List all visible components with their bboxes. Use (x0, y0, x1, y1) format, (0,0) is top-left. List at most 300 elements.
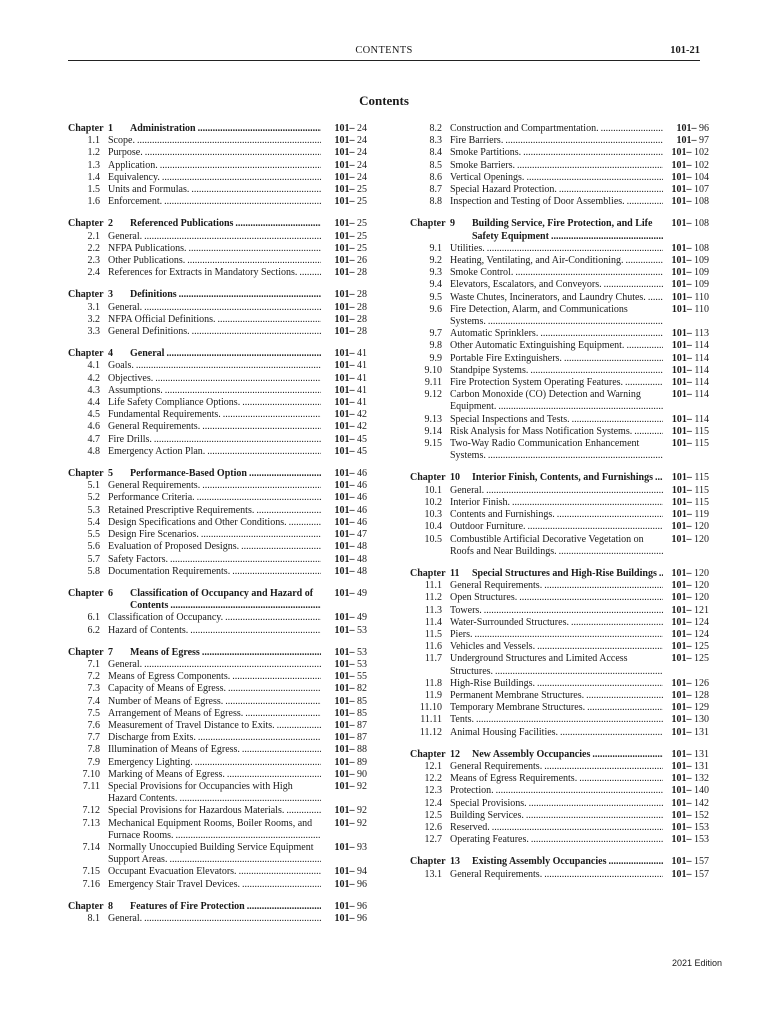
chapter-digit: 13 (450, 856, 460, 868)
page-prefix: 101– (334, 218, 355, 230)
page-number: 120 (691, 533, 709, 545)
header-rule (68, 60, 700, 61)
page-reference (321, 818, 367, 830)
section-number: 7.8 (87, 744, 100, 756)
toc-chapter-group (410, 568, 709, 739)
page-number: 46 (354, 480, 367, 492)
section-title (450, 377, 663, 389)
section-number: 5.1 (87, 480, 100, 492)
page-reference (321, 866, 367, 878)
toc-section-entry[interactable] (410, 521, 709, 533)
page-reference (321, 696, 367, 708)
section-title (108, 769, 321, 781)
chapter-title-text: Performance-Based Option ..... (130, 468, 247, 479)
chapter-number (410, 218, 472, 230)
page-reference (321, 757, 367, 769)
toc-section-entry[interactable] (68, 505, 367, 517)
page-prefix: 101– (671, 785, 692, 797)
toc-section-entry[interactable] (410, 438, 709, 462)
toc-section-entry[interactable] (410, 810, 709, 822)
toc-chapter-entry[interactable] (68, 289, 367, 301)
section-number: 12.4 (424, 797, 442, 809)
section-title-text: Special Provisions for Hazardous Materials. ..... (108, 805, 284, 816)
toc-section-entry[interactable] (68, 409, 367, 421)
toc-section-entry[interactable] (410, 292, 709, 304)
page-reference (321, 326, 367, 338)
toc-section-entry[interactable] (410, 761, 709, 773)
toc-section-entry[interactable] (410, 497, 709, 509)
toc-section-entry[interactable] (68, 397, 367, 409)
page-number: 24 (354, 171, 367, 183)
toc-chapter-entry[interactable] (68, 468, 367, 480)
section-title (450, 135, 663, 147)
page-prefix: 101– (671, 147, 692, 159)
page-reference (321, 659, 367, 671)
page-reference (663, 822, 709, 834)
page-number: 89 (354, 756, 367, 768)
page-number: 90 (354, 768, 367, 780)
page-prefix: 101– (671, 628, 692, 640)
page-prefix: 101– (334, 433, 355, 445)
chapter-word: Chapter (68, 468, 104, 480)
section-number: 6.1 (87, 612, 100, 624)
toc-chapter-entry[interactable] (68, 123, 367, 135)
toc-chapter-group (410, 472, 709, 557)
toc-section-entry[interactable] (68, 612, 367, 624)
chapter-number (68, 647, 130, 659)
page-reference (321, 541, 367, 553)
section-number: 4.5 (87, 409, 100, 421)
section-title-text: Vertical Openings. ..... (450, 172, 524, 183)
toc-section-entry[interactable] (68, 135, 367, 147)
toc-section-entry[interactable] (410, 485, 709, 497)
page-reference (321, 434, 367, 446)
toc-section-entry[interactable] (68, 781, 367, 805)
section-title-text: General Definitions. ..... (108, 326, 190, 337)
toc-section-entry[interactable] (68, 480, 367, 492)
toc-chapter-group (410, 123, 709, 208)
section-title-text: Capacity of Means of Egress. ..... (108, 683, 226, 694)
section-number: 12.6 (424, 821, 442, 833)
section-title-text: General Requirements. ..... (450, 869, 542, 880)
toc-section-entry[interactable] (68, 732, 367, 744)
toc-section-entry[interactable] (410, 869, 709, 881)
toc-section-entry[interactable] (68, 625, 367, 637)
page-reference (663, 521, 709, 533)
page-prefix: 101– (334, 384, 355, 396)
toc-section-entry[interactable] (410, 160, 709, 172)
page-number: 119 (691, 509, 709, 521)
page-reference (663, 727, 709, 739)
section-number: 10.5 (424, 533, 442, 545)
page-reference (321, 123, 367, 135)
section-title-text: Means of Egress Components. ..... (108, 671, 230, 682)
page-reference (321, 554, 367, 566)
toc-chapter-entry[interactable] (68, 901, 367, 913)
section-title (450, 534, 663, 558)
page-reference (321, 492, 367, 504)
page-reference (321, 625, 367, 637)
page-number: 93 (354, 841, 367, 853)
section-number: 11.4 (424, 616, 442, 628)
section-title-text: Fire Protection System Operating Features. ..... (450, 377, 623, 388)
toc-section-entry[interactable] (68, 172, 367, 184)
section-title-text: Goals. ..... (108, 360, 134, 371)
toc-section-entry[interactable] (410, 340, 709, 352)
page-number: 152 (691, 809, 709, 821)
toc-section-entry[interactable] (68, 696, 367, 708)
toc-section-entry[interactable] (68, 566, 367, 578)
page-number: 26 (354, 255, 367, 267)
section-title (108, 360, 321, 372)
section-title (450, 678, 663, 690)
page-number: 87 (354, 732, 367, 744)
toc-section-entry[interactable] (68, 842, 367, 866)
toc-section-entry[interactable] (410, 798, 709, 810)
toc-section-entry[interactable] (68, 302, 367, 314)
section-title (450, 690, 663, 702)
toc-section-entry[interactable] (410, 255, 709, 267)
toc-chapter-entry[interactable] (68, 588, 367, 612)
section-title (450, 243, 663, 255)
page-reference (663, 497, 709, 509)
toc-chapter-group (410, 749, 709, 847)
toc-section-entry[interactable] (68, 744, 367, 756)
section-title (108, 184, 321, 196)
section-title (450, 653, 663, 677)
page-prefix: 101– (671, 377, 692, 389)
page-reference (663, 218, 709, 230)
toc-section-entry[interactable] (68, 255, 367, 267)
toc-section-entry[interactable] (410, 834, 709, 846)
chapter-number (410, 568, 472, 580)
toc-section-entry[interactable] (68, 671, 367, 683)
toc-chapter-entry[interactable] (410, 749, 709, 761)
toc-section-entry[interactable] (410, 328, 709, 340)
toc-section-entry[interactable] (68, 492, 367, 504)
toc-section-entry[interactable] (410, 690, 709, 702)
page-reference (321, 913, 367, 925)
page-number: 82 (354, 683, 367, 695)
toc-chapter-entry[interactable] (68, 218, 367, 230)
toc-section-entry[interactable] (68, 434, 367, 446)
page-reference (321, 360, 367, 372)
toc-section-entry[interactable] (68, 769, 367, 781)
chapter-number (68, 588, 130, 600)
toc-section-entry[interactable] (68, 708, 367, 720)
page-prefix: 101– (334, 683, 355, 695)
toc-section-entry[interactable] (68, 866, 367, 878)
toc-section-entry[interactable] (410, 605, 709, 617)
page-reference (321, 385, 367, 397)
toc-chapter-entry[interactable] (68, 348, 367, 360)
page-number: 41 (354, 348, 367, 360)
toc-section-entry[interactable] (410, 147, 709, 159)
page-prefix: 101– (671, 773, 692, 785)
toc-section-entry[interactable] (410, 592, 709, 604)
toc-section-entry[interactable] (68, 243, 367, 255)
section-title-text: Number of Means of Egress. ..... (108, 696, 223, 707)
toc-section-entry[interactable] (68, 541, 367, 553)
section-title (108, 625, 321, 637)
section-title (450, 580, 663, 592)
page-number: 120 (691, 580, 709, 592)
chapter-digit: 3 (108, 289, 113, 301)
section-title (108, 696, 321, 708)
section-title (450, 798, 663, 810)
page-number: 113 (691, 328, 709, 340)
toc-chapter-group (410, 218, 709, 462)
toc-section-entry[interactable] (410, 196, 709, 208)
toc-chapter-entry[interactable] (410, 568, 709, 580)
toc-section-entry[interactable] (68, 659, 367, 671)
toc-section-entry[interactable] (410, 714, 709, 726)
toc-section-entry[interactable] (68, 683, 367, 695)
page-prefix: 101– (334, 242, 355, 254)
toc-section-entry[interactable] (68, 385, 367, 397)
page-number: 42 (354, 409, 367, 421)
page-prefix: 101– (671, 438, 692, 450)
section-title (108, 421, 321, 433)
page-number: 115 (691, 496, 709, 508)
section-number: 4.2 (87, 372, 100, 384)
chapter-word: Chapter (68, 218, 104, 230)
page-number: 157 (691, 868, 709, 880)
toc-chapter-entry[interactable] (410, 218, 709, 242)
toc-section-entry[interactable] (410, 822, 709, 834)
toc-section-entry[interactable] (68, 517, 367, 529)
toc-section-entry[interactable] (410, 641, 709, 653)
page-reference (321, 732, 367, 744)
section-number: 5.8 (87, 565, 100, 577)
chapter-number (68, 123, 130, 135)
section-title-text: Elevators, Escalators, and Conveyors. ..... (450, 279, 602, 290)
page-number: 109 (691, 279, 709, 291)
section-title-text: Special Provisions. ..... (450, 798, 527, 809)
page-reference (663, 641, 709, 653)
section-number: 4.8 (87, 445, 100, 457)
section-title (450, 702, 663, 714)
page-reference (663, 328, 709, 340)
page-reference (663, 869, 709, 881)
section-title (450, 414, 663, 426)
section-title-text: Hazard of Contents. ..... (108, 625, 188, 636)
section-title-text: Equivalency. ..... (108, 172, 160, 183)
page-reference (321, 683, 367, 695)
section-title (108, 434, 321, 446)
toc-section-entry[interactable] (68, 529, 367, 541)
page-number: 41 (354, 360, 367, 372)
toc-section-entry[interactable] (410, 509, 709, 521)
toc-section-entry[interactable] (410, 678, 709, 690)
toc-section-entry[interactable] (410, 653, 709, 677)
page-number: 126 (691, 677, 709, 689)
page-reference (663, 255, 709, 267)
page-prefix: 101– (671, 255, 692, 267)
page-prefix: 101– (334, 255, 355, 267)
section-title-text: References for Extracts in Mandatory Sections. ..... (108, 267, 297, 278)
toc-section-entry[interactable] (410, 727, 709, 739)
chapter-title-text: New Assembly Occupancies ..... (472, 749, 590, 760)
toc-section-entry[interactable] (410, 414, 709, 426)
section-title-text: Standpipe Systems. ..... (450, 365, 528, 376)
toc-section-entry[interactable] (68, 879, 367, 891)
toc-section-entry[interactable] (68, 326, 367, 338)
page-number: 49 (354, 587, 367, 599)
page-reference (321, 647, 367, 659)
page-prefix: 101– (334, 372, 355, 384)
section-title (108, 720, 321, 732)
section-number: 9.7 (429, 328, 442, 340)
toc-section-entry[interactable] (68, 360, 367, 372)
toc-section-entry[interactable] (410, 172, 709, 184)
section-title (450, 497, 663, 509)
section-number: 12.7 (424, 834, 442, 846)
section-title-text: Design Specifications and Other Conditions. ..... (108, 517, 287, 528)
page-number: 45 (354, 433, 367, 445)
section-title-text: General Requirements. ..... (450, 580, 542, 591)
toc-section-entry[interactable] (410, 426, 709, 438)
toc-section-entry[interactable] (410, 304, 709, 328)
toc-section-entry[interactable] (68, 913, 367, 925)
page-reference (663, 353, 709, 365)
toc-section-entry[interactable] (68, 147, 367, 159)
chapter-title-text: Interior Finish, Contents, and Furnishings ..... (472, 472, 653, 483)
page-prefix: 101– (334, 159, 355, 171)
page-prefix: 101– (671, 242, 692, 254)
toc-section-entry[interactable] (68, 421, 367, 433)
page-reference (321, 421, 367, 433)
page-prefix: 101– (334, 492, 355, 504)
page-number: 114 (691, 377, 709, 389)
section-number: 1.4 (87, 171, 100, 183)
toc-chapter-group (68, 647, 367, 891)
section-title-text: Fire Detection, Alarm, and Communications Systems. ..... (450, 304, 628, 327)
toc-chapter-entry[interactable] (68, 647, 367, 659)
section-number: 9.2 (429, 255, 442, 267)
toc-chapter-entry[interactable] (410, 472, 709, 484)
page-prefix: 101– (334, 624, 355, 636)
toc-section-entry[interactable] (68, 196, 367, 208)
section-title (450, 641, 663, 653)
toc-section-entry[interactable] (410, 135, 709, 147)
chapter-title-text: Existing Assembly Occupancies ..... (472, 856, 606, 867)
toc-section-entry[interactable] (410, 267, 709, 279)
section-title (450, 810, 663, 822)
section-title (108, 879, 321, 891)
page-reference (321, 720, 367, 732)
page-reference (321, 184, 367, 196)
toc-section-entry[interactable] (68, 720, 367, 732)
page-prefix: 101– (334, 516, 355, 528)
toc-section-entry[interactable] (68, 160, 367, 172)
toc-section-entry[interactable] (410, 785, 709, 797)
page-prefix: 101– (334, 171, 355, 183)
toc-section-entry[interactable] (410, 773, 709, 785)
page-prefix: 101– (334, 348, 355, 360)
section-number: 7.11 (82, 780, 100, 792)
toc-section-entry[interactable] (68, 314, 367, 326)
section-number: 5.2 (87, 492, 100, 504)
section-title (108, 302, 321, 314)
page-prefix: 101– (334, 123, 355, 134)
toc-section-entry[interactable] (410, 629, 709, 641)
toc-section-entry[interactable] (410, 580, 709, 592)
toc-section-entry[interactable] (410, 389, 709, 413)
toc-section-entry[interactable] (68, 805, 367, 817)
section-title (450, 761, 663, 773)
page-reference (321, 196, 367, 208)
toc-section-entry[interactable] (410, 279, 709, 291)
toc-section-entry[interactable] (410, 353, 709, 365)
page-prefix: 101– (334, 230, 355, 242)
page-number: 47 (354, 529, 367, 541)
page-reference (663, 509, 709, 521)
section-title (450, 147, 663, 159)
section-title (108, 196, 321, 208)
page-number: 120 (691, 592, 709, 604)
toc-section-entry[interactable] (410, 123, 709, 135)
toc-chapter-group (68, 123, 367, 208)
page-number: 46 (354, 516, 367, 528)
toc-section-entry[interactable] (410, 377, 709, 389)
toc-section-entry[interactable] (68, 373, 367, 385)
toc-section-entry[interactable] (410, 184, 709, 196)
section-title (108, 757, 321, 769)
page-prefix: 101– (671, 653, 692, 665)
toc-section-entry[interactable] (68, 554, 367, 566)
toc-section-entry[interactable] (410, 534, 709, 558)
chapter-word: Chapter (68, 289, 104, 301)
page-reference (663, 534, 709, 546)
toc-chapter-entry[interactable] (410, 856, 709, 868)
page-reference (321, 517, 367, 529)
toc-section-entry[interactable] (410, 243, 709, 255)
page-number: 97 (696, 135, 709, 147)
section-number: 1.1 (87, 135, 100, 147)
toc-section-entry[interactable] (410, 365, 709, 377)
section-title-text: Building Services. ..... (450, 810, 524, 821)
section-number: 11.6 (424, 641, 442, 653)
chapter-word: Chapter (410, 748, 446, 760)
chapter-number (68, 468, 130, 480)
page-prefix: 101– (671, 521, 692, 533)
toc-section-entry[interactable] (410, 617, 709, 629)
section-number: 12.2 (424, 773, 442, 785)
page-reference (663, 785, 709, 797)
section-title-text: Purpose. ..... (108, 147, 143, 158)
toc-section-entry[interactable] (68, 818, 367, 842)
page-number: 131 (691, 726, 709, 738)
toc-section-entry[interactable] (410, 702, 709, 714)
toc-section-entry[interactable] (68, 446, 367, 458)
toc-section-entry[interactable] (68, 184, 367, 196)
page-reference (321, 708, 367, 720)
toc-section-entry[interactable] (68, 757, 367, 769)
section-title-text: Contents and Furnishings. ..... (450, 509, 555, 520)
page-number: 42 (354, 421, 367, 433)
section-title-text: Fire Drills. ..... (108, 434, 152, 445)
page-reference (321, 302, 367, 314)
toc-section-entry[interactable] (68, 231, 367, 243)
section-title-text: Documentation Requirements. ..... (108, 566, 230, 577)
toc-section-entry[interactable] (68, 267, 367, 279)
chapter-title-text: Referenced Publications ..... (130, 218, 233, 229)
chapter-title-text: General ..... (130, 348, 164, 359)
page-prefix: 101– (671, 567, 692, 579)
section-number: 9.15 (424, 438, 442, 450)
section-title (450, 255, 663, 267)
